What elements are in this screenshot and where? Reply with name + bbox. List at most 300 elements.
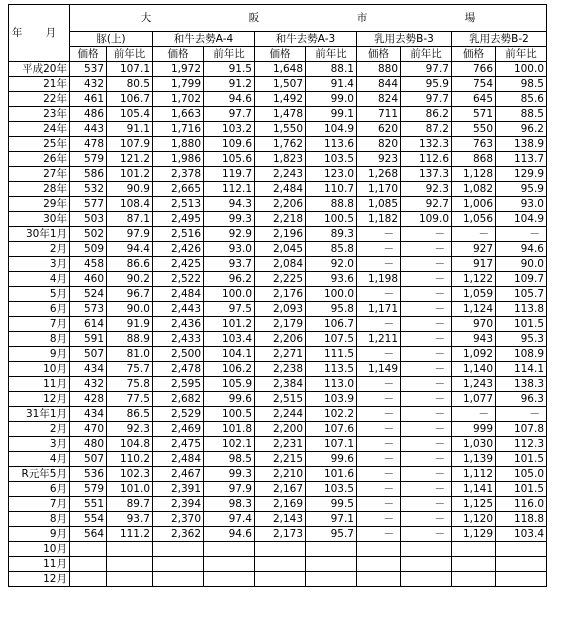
price-cell: 532 bbox=[70, 182, 107, 197]
price-cell: 2,169 bbox=[255, 497, 306, 512]
price-cell: － bbox=[357, 227, 401, 242]
price-cell: 2,271 bbox=[255, 347, 306, 362]
row-label: 26年 bbox=[9, 152, 70, 167]
row-label: 7月 bbox=[9, 497, 70, 512]
price-cell: 1,550 bbox=[255, 122, 306, 137]
price-cell: 1,198 bbox=[357, 272, 401, 287]
ratio-cell: 121.2 bbox=[107, 152, 153, 167]
ratio-cell: 92.3 bbox=[107, 422, 153, 437]
ratio-cell: 91.4 bbox=[306, 77, 357, 92]
price-cell: 1,006 bbox=[452, 197, 496, 212]
price-cell: 763 bbox=[452, 137, 496, 152]
ratio-cell: 110.7 bbox=[306, 182, 357, 197]
price-cell: 1,141 bbox=[452, 482, 496, 497]
ratio-cell: 100.5 bbox=[306, 212, 357, 227]
row-label: 6月 bbox=[9, 302, 70, 317]
market-char: 阪 bbox=[248, 12, 260, 24]
ratio-cell: 107.9 bbox=[107, 137, 153, 152]
ratio-cell bbox=[496, 542, 547, 557]
ratio-cell: 91.1 bbox=[107, 122, 153, 137]
ratio-cell bbox=[496, 572, 547, 587]
price-cell: 868 bbox=[452, 152, 496, 167]
table-body bbox=[9, 62, 547, 587]
ratio-cell: 95.3 bbox=[496, 332, 547, 347]
price-cell: 524 bbox=[70, 287, 107, 302]
market-header bbox=[70, 5, 547, 32]
price-cell: 2,425 bbox=[153, 257, 204, 272]
price-cell bbox=[452, 542, 496, 557]
ratio-cell: 87.1 bbox=[107, 212, 153, 227]
price-cell: 458 bbox=[70, 257, 107, 272]
price-cell: 507 bbox=[70, 347, 107, 362]
price-cell: － bbox=[357, 497, 401, 512]
ratio-cell: 104.9 bbox=[306, 122, 357, 137]
price-cell: 2,173 bbox=[255, 527, 306, 542]
price-cell: 478 bbox=[70, 137, 107, 152]
ratio-cell: 97.7 bbox=[401, 92, 452, 107]
price-cell: 428 bbox=[70, 392, 107, 407]
price-cell: 2,218 bbox=[255, 212, 306, 227]
price-cell: 2,478 bbox=[153, 362, 204, 377]
ratio-cell: 80.5 bbox=[107, 77, 153, 92]
ratio-cell: 105.4 bbox=[107, 107, 153, 122]
price-cell: 2,231 bbox=[255, 437, 306, 452]
price-cell: 1,880 bbox=[153, 137, 204, 152]
ratio-cell: 98.5 bbox=[204, 452, 255, 467]
price-cell: 2,515 bbox=[255, 392, 306, 407]
table-row bbox=[9, 257, 547, 272]
ratio-cell: － bbox=[401, 377, 452, 392]
price-cell: 1,648 bbox=[255, 62, 306, 77]
price-cell: 1,799 bbox=[153, 77, 204, 92]
price-cell: 571 bbox=[452, 107, 496, 122]
ratio-cell: 101.2 bbox=[107, 167, 153, 182]
ratio-cell: 85.6 bbox=[496, 92, 547, 107]
price-cell: － bbox=[357, 482, 401, 497]
ratio-cell: 92.0 bbox=[306, 257, 357, 272]
row-label: 25年 bbox=[9, 137, 70, 152]
ratio-cell: － bbox=[401, 227, 452, 242]
price-cell: 507 bbox=[70, 452, 107, 467]
ratio-cell: 93.7 bbox=[204, 257, 255, 272]
table-row bbox=[9, 287, 547, 302]
table-row bbox=[9, 497, 547, 512]
price-cell: 2,665 bbox=[153, 182, 204, 197]
row-label: 23年 bbox=[9, 107, 70, 122]
ratio-cell bbox=[401, 557, 452, 572]
price-cell: 2,167 bbox=[255, 482, 306, 497]
ratio-cell: 104.8 bbox=[107, 437, 153, 452]
ratio-cell: 96.2 bbox=[204, 272, 255, 287]
table-row bbox=[9, 92, 547, 107]
price-cell: 2,084 bbox=[255, 257, 306, 272]
price-cell: 502 bbox=[70, 227, 107, 242]
ratio-cell: 129.9 bbox=[496, 167, 547, 182]
ratio-cell: 103.5 bbox=[306, 152, 357, 167]
row-label: 10月 bbox=[9, 362, 70, 377]
row-label: 24年 bbox=[9, 122, 70, 137]
ratio-cell: 107.1 bbox=[306, 437, 357, 452]
ratio-cell: 106.2 bbox=[204, 362, 255, 377]
price-cell: 579 bbox=[70, 482, 107, 497]
ratio-cell: 89.3 bbox=[306, 227, 357, 242]
ratio-cell: 102.3 bbox=[107, 467, 153, 482]
ratio-header: 前年比 bbox=[306, 47, 357, 62]
ratio-cell: 112.1 bbox=[204, 182, 255, 197]
price-cell bbox=[357, 542, 401, 557]
ratio-cell: 112.6 bbox=[401, 152, 452, 167]
ratio-cell: 105.9 bbox=[204, 377, 255, 392]
ratio-cell: 116.0 bbox=[496, 497, 547, 512]
ratio-cell: 86.2 bbox=[401, 107, 452, 122]
ratio-cell bbox=[204, 557, 255, 572]
ratio-cell: 100.0 bbox=[204, 287, 255, 302]
row-label: 2月 bbox=[9, 242, 70, 257]
ratio-cell: 101.5 bbox=[496, 317, 547, 332]
price-cell: 2,516 bbox=[153, 227, 204, 242]
table-row bbox=[9, 512, 547, 527]
ratio-cell bbox=[401, 572, 452, 587]
price-cell: 1,492 bbox=[255, 92, 306, 107]
price-cell: － bbox=[357, 452, 401, 467]
price-cell: 1,171 bbox=[357, 302, 401, 317]
ratio-cell: 108.4 bbox=[107, 197, 153, 212]
price-cell: 2,467 bbox=[153, 467, 204, 482]
ratio-cell: 99.6 bbox=[204, 392, 255, 407]
price-cell bbox=[357, 572, 401, 587]
price-cell bbox=[452, 572, 496, 587]
ratio-cell: 90.2 bbox=[107, 272, 153, 287]
ratio-cell: 101.2 bbox=[204, 317, 255, 332]
price-cell: 2,529 bbox=[153, 407, 204, 422]
group-header-pork: 豚(上) bbox=[70, 32, 153, 47]
price-cell bbox=[153, 572, 204, 587]
ratio-cell: 100.0 bbox=[306, 287, 357, 302]
price-cell: 2,206 bbox=[255, 332, 306, 347]
ratio-cell bbox=[401, 542, 452, 557]
price-cell: － bbox=[357, 437, 401, 452]
ratio-cell bbox=[204, 542, 255, 557]
ratio-cell: 132.3 bbox=[401, 137, 452, 152]
table-row bbox=[9, 167, 547, 182]
price-header: 価格 bbox=[452, 47, 496, 62]
ratio-cell: 111.5 bbox=[306, 347, 357, 362]
ratio-cell: 95.9 bbox=[496, 182, 547, 197]
ratio-cell: 111.2 bbox=[107, 527, 153, 542]
table-row bbox=[9, 557, 547, 572]
table-row bbox=[9, 347, 547, 362]
ratio-cell: 98.5 bbox=[496, 77, 547, 92]
price-cell: 1,762 bbox=[255, 137, 306, 152]
table-row bbox=[9, 302, 547, 317]
price-cell: 2,384 bbox=[255, 377, 306, 392]
ratio-cell: 97.4 bbox=[204, 512, 255, 527]
ratio-cell: 118.8 bbox=[496, 512, 547, 527]
ratio-cell: 88.1 bbox=[306, 62, 357, 77]
price-cell: 586 bbox=[70, 167, 107, 182]
ratio-header: 前年比 bbox=[107, 47, 153, 62]
ratio-cell: － bbox=[401, 287, 452, 302]
price-cell: 1,122 bbox=[452, 272, 496, 287]
ratio-cell: － bbox=[496, 407, 547, 422]
price-cell: 579 bbox=[70, 152, 107, 167]
ratio-cell: 104.1 bbox=[204, 347, 255, 362]
ratio-cell: 103.2 bbox=[204, 122, 255, 137]
price-cell: 1,092 bbox=[452, 347, 496, 362]
ratio-cell: 108.9 bbox=[496, 347, 547, 362]
ratio-cell: 77.5 bbox=[107, 392, 153, 407]
table-row bbox=[9, 332, 547, 347]
price-cell: 1,823 bbox=[255, 152, 306, 167]
row-label: 9月 bbox=[9, 347, 70, 362]
table-row bbox=[9, 107, 547, 122]
price-cell: 2,093 bbox=[255, 302, 306, 317]
price-header: 価格 bbox=[357, 47, 401, 62]
ratio-cell: 90.0 bbox=[107, 302, 153, 317]
price-cell: － bbox=[452, 227, 496, 242]
ratio-cell: － bbox=[401, 497, 452, 512]
price-cell: 620 bbox=[357, 122, 401, 137]
price-cell: 2,200 bbox=[255, 422, 306, 437]
table-row bbox=[9, 572, 547, 587]
price-cell: － bbox=[357, 347, 401, 362]
ratio-cell: 94.3 bbox=[204, 197, 255, 212]
price-cell: 2,426 bbox=[153, 242, 204, 257]
price-cell: 577 bbox=[70, 197, 107, 212]
price-cell: 2,196 bbox=[255, 227, 306, 242]
table-row bbox=[9, 407, 547, 422]
ratio-cell: 81.0 bbox=[107, 347, 153, 362]
ratio-cell: 88.8 bbox=[306, 197, 357, 212]
ratio-cell: 85.8 bbox=[306, 242, 357, 257]
price-cell: 554 bbox=[70, 512, 107, 527]
price-cell: 1,082 bbox=[452, 182, 496, 197]
table-row bbox=[9, 197, 547, 212]
ratio-cell: 93.6 bbox=[306, 272, 357, 287]
table-row bbox=[9, 182, 547, 197]
ratio-cell: 75.8 bbox=[107, 377, 153, 392]
market-char: 大 bbox=[140, 12, 152, 24]
ratio-cell: － bbox=[401, 347, 452, 362]
price-cell: 754 bbox=[452, 77, 496, 92]
ratio-cell: 107.8 bbox=[496, 422, 547, 437]
price-cell: 2,391 bbox=[153, 482, 204, 497]
price-cell: 486 bbox=[70, 107, 107, 122]
price-cell bbox=[70, 557, 107, 572]
price-cell: 2,475 bbox=[153, 437, 204, 452]
ratio-cell: 109.6 bbox=[204, 137, 255, 152]
price-cell: 844 bbox=[357, 77, 401, 92]
ratio-cell: 113.7 bbox=[496, 152, 547, 167]
row-label: 28年 bbox=[9, 182, 70, 197]
ratio-cell: 92.3 bbox=[401, 182, 452, 197]
row-label: 30年1月 bbox=[9, 227, 70, 242]
price-cell: － bbox=[357, 392, 401, 407]
ratio-cell: 102.2 bbox=[306, 407, 357, 422]
price-cell: 551 bbox=[70, 497, 107, 512]
table-row bbox=[9, 467, 547, 482]
row-label: 6月 bbox=[9, 482, 70, 497]
row-label: 29年 bbox=[9, 197, 70, 212]
price-cell: 591 bbox=[70, 332, 107, 347]
price-cell: 1,170 bbox=[357, 182, 401, 197]
ratio-cell: 97.5 bbox=[204, 302, 255, 317]
price-header: 価格 bbox=[70, 47, 107, 62]
price-cell: 2,243 bbox=[255, 167, 306, 182]
price-cell: 1,059 bbox=[452, 287, 496, 302]
ratio-cell bbox=[107, 557, 153, 572]
price-cell: 503 bbox=[70, 212, 107, 227]
table-row bbox=[9, 437, 547, 452]
price-cell: 1,129 bbox=[452, 527, 496, 542]
price-cell: 2,495 bbox=[153, 212, 204, 227]
price-cell: － bbox=[357, 527, 401, 542]
price-cell: 2,176 bbox=[255, 287, 306, 302]
price-cell: 509 bbox=[70, 242, 107, 257]
ratio-cell: 93.0 bbox=[204, 242, 255, 257]
ratio-cell: 87.2 bbox=[401, 122, 452, 137]
table-row bbox=[9, 392, 547, 407]
ratio-cell: 107.5 bbox=[306, 332, 357, 347]
ratio-cell: 101.5 bbox=[496, 482, 547, 497]
ratio-cell: 93.7 bbox=[107, 512, 153, 527]
ratio-cell: － bbox=[401, 452, 452, 467]
ratio-cell: 91.2 bbox=[204, 77, 255, 92]
ratio-cell: 91.9 bbox=[107, 317, 153, 332]
price-cell: 766 bbox=[452, 62, 496, 77]
price-cell: 917 bbox=[452, 257, 496, 272]
ratio-cell: 95.8 bbox=[306, 302, 357, 317]
price-cell: 2,682 bbox=[153, 392, 204, 407]
ratio-cell: － bbox=[401, 317, 452, 332]
price-cell: 1,125 bbox=[452, 497, 496, 512]
ratio-cell: 92.7 bbox=[401, 197, 452, 212]
price-cell: 2,238 bbox=[255, 362, 306, 377]
price-cell: 1,243 bbox=[452, 377, 496, 392]
price-cell: 1,085 bbox=[357, 197, 401, 212]
ratio-cell: － bbox=[401, 392, 452, 407]
row-label: 12月 bbox=[9, 572, 70, 587]
price-cell: 2,522 bbox=[153, 272, 204, 287]
price-cell: 1,663 bbox=[153, 107, 204, 122]
ratio-cell: 100.5 bbox=[204, 407, 255, 422]
ratio-cell: 103.5 bbox=[306, 482, 357, 497]
price-cell: 1,478 bbox=[255, 107, 306, 122]
price-cell: 824 bbox=[357, 92, 401, 107]
ratio-cell: － bbox=[401, 437, 452, 452]
ratio-cell: － bbox=[401, 512, 452, 527]
price-cell bbox=[70, 542, 107, 557]
row-label: 2月 bbox=[9, 422, 70, 437]
price-cell: － bbox=[357, 407, 401, 422]
group-header-dairy-b2: 乳用去勢B-2 bbox=[452, 32, 547, 47]
ratio-cell: 94.4 bbox=[107, 242, 153, 257]
price-cell: 1,056 bbox=[452, 212, 496, 227]
ratio-cell: 90.0 bbox=[496, 257, 547, 272]
ratio-cell: 99.3 bbox=[204, 212, 255, 227]
row-label: 31年1月 bbox=[9, 407, 70, 422]
price-cell: 2,378 bbox=[153, 167, 204, 182]
price-cell: 2,433 bbox=[153, 332, 204, 347]
ratio-cell: 88.9 bbox=[107, 332, 153, 347]
price-cell: － bbox=[357, 377, 401, 392]
ratio-cell: 90.9 bbox=[107, 182, 153, 197]
ratio-cell: 97.9 bbox=[107, 227, 153, 242]
ratio-cell: 114.1 bbox=[496, 362, 547, 377]
ratio-cell: 109.0 bbox=[401, 212, 452, 227]
ratio-cell: 100.0 bbox=[496, 62, 547, 77]
price-cell: 1,972 bbox=[153, 62, 204, 77]
table-row bbox=[9, 242, 547, 257]
ratio-cell: 113.0 bbox=[306, 377, 357, 392]
ratio-cell: 113.5 bbox=[306, 362, 357, 377]
ratio-cell bbox=[306, 557, 357, 572]
price-cell: 880 bbox=[357, 62, 401, 77]
ratio-cell: － bbox=[401, 482, 452, 497]
ratio-cell: 112.3 bbox=[496, 437, 547, 452]
group-header-wagyu-a4: 和牛去勢A-4 bbox=[153, 32, 255, 47]
table-row bbox=[9, 62, 547, 77]
ratio-cell: 113.6 bbox=[306, 137, 357, 152]
price-cell: 820 bbox=[357, 137, 401, 152]
price-cell: 2,143 bbox=[255, 512, 306, 527]
price-cell: 2,179 bbox=[255, 317, 306, 332]
table-row bbox=[9, 77, 547, 92]
row-label: 21年 bbox=[9, 77, 70, 92]
ratio-cell: 97.1 bbox=[306, 512, 357, 527]
table-row bbox=[9, 542, 547, 557]
price-cell: 2,045 bbox=[255, 242, 306, 257]
price-cell: － bbox=[357, 287, 401, 302]
price-cell bbox=[452, 557, 496, 572]
ratio-cell: 101.0 bbox=[107, 482, 153, 497]
ratio-cell: 113.8 bbox=[496, 302, 547, 317]
price-cell: 2,206 bbox=[255, 197, 306, 212]
row-label: R元年5月 bbox=[9, 467, 70, 482]
table-row bbox=[9, 122, 547, 137]
ratio-cell: 75.7 bbox=[107, 362, 153, 377]
table-row bbox=[9, 422, 547, 437]
price-cell: 1,268 bbox=[357, 167, 401, 182]
market-char: 場 bbox=[464, 12, 476, 24]
ratio-cell: 106.7 bbox=[306, 317, 357, 332]
price-cell: 432 bbox=[70, 377, 107, 392]
price-cell bbox=[255, 557, 306, 572]
price-cell: 1,030 bbox=[452, 437, 496, 452]
price-cell: 1,128 bbox=[452, 167, 496, 182]
ratio-cell: － bbox=[401, 407, 452, 422]
ratio-cell: 105.6 bbox=[204, 152, 255, 167]
price-cell: 1,124 bbox=[452, 302, 496, 317]
price-cell: 2,513 bbox=[153, 197, 204, 212]
row-label: 4月 bbox=[9, 452, 70, 467]
price-cell: 434 bbox=[70, 362, 107, 377]
price-cell: 614 bbox=[70, 317, 107, 332]
price-cell: － bbox=[452, 407, 496, 422]
ratio-cell: － bbox=[401, 422, 452, 437]
row-label: 7月 bbox=[9, 317, 70, 332]
ratio-header: 前年比 bbox=[204, 47, 255, 62]
price-header: 価格 bbox=[255, 47, 306, 62]
ratio-cell: 99.5 bbox=[306, 497, 357, 512]
price-cell: － bbox=[357, 422, 401, 437]
price-cell: 480 bbox=[70, 437, 107, 452]
price-cell: 2,443 bbox=[153, 302, 204, 317]
ratio-cell: 109.7 bbox=[496, 272, 547, 287]
price-cell: 2,484 bbox=[153, 452, 204, 467]
table-row bbox=[9, 137, 547, 152]
price-cell bbox=[357, 557, 401, 572]
